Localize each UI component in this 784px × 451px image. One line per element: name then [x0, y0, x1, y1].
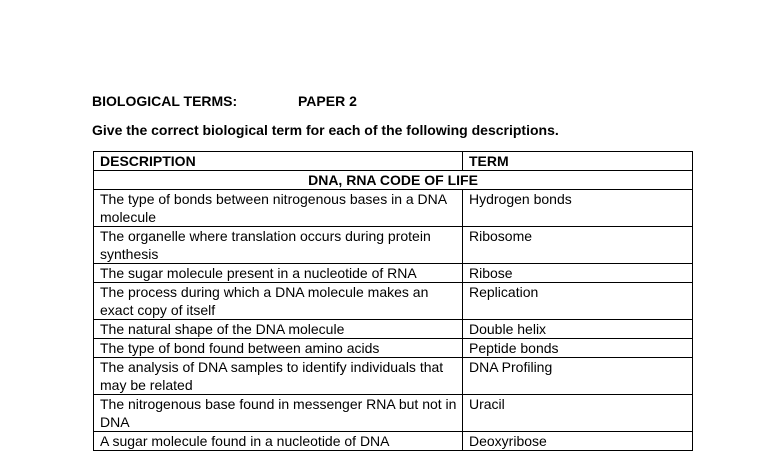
term-cell: Uracil: [463, 395, 693, 432]
term-cell: Deoxyribose: [463, 432, 693, 451]
term-cell: Replication: [463, 283, 693, 320]
term-cell: Ribose: [463, 264, 693, 283]
worksheet-title: BIOLOGICAL TERMS:: [92, 93, 238, 109]
table-row: [94, 358, 693, 395]
table-row: [94, 264, 693, 283]
description-cell: The type of bonds between nitrogenous bases in a DNA molecule: [94, 190, 463, 227]
term-cell: Ribosome: [463, 227, 693, 264]
description-cell: The natural shape of the DNA molecule: [94, 320, 463, 339]
terms-table: [93, 151, 693, 451]
description-cell: A sugar molecule found in a nucleotide of DNA: [94, 432, 463, 451]
section-row: [94, 171, 693, 190]
description-cell: The analysis of DNA samples to identify individuals that may be related: [94, 358, 463, 395]
table-row: [94, 432, 693, 451]
table-row: [94, 190, 693, 227]
worksheet-heading: [92, 93, 357, 109]
description-cell: The nitrogenous base found in messenger RNA but not in DNA: [94, 395, 463, 432]
table-row: [94, 339, 693, 358]
table-row: [94, 283, 693, 320]
term-cell: DNA Profiling: [463, 358, 693, 395]
section-title: DNA, RNA CODE OF LIFE: [94, 171, 693, 190]
table-row: [94, 395, 693, 432]
table-header-row: [94, 152, 693, 171]
term-cell: Hydrogen bonds: [463, 190, 693, 227]
table-row: [94, 320, 693, 339]
description-cell: The sugar molecule present in a nucleotide of RNA: [94, 264, 463, 283]
term-cell: Peptide bonds: [463, 339, 693, 358]
term-cell: Double helix: [463, 320, 693, 339]
description-cell: The type of bond found between amino acids: [94, 339, 463, 358]
description-cell: The organelle where translation occurs during protein synthesis: [94, 227, 463, 264]
description-cell: The process during which a DNA molecule makes an exact copy of itself: [94, 283, 463, 320]
paper-label: PAPER 2: [298, 93, 357, 109]
term-column-header: TERM: [463, 152, 693, 171]
description-column-header: DESCRIPTION: [94, 152, 463, 171]
table-row: [94, 227, 693, 264]
instruction-text: Give the correct biological term for each of the following descriptions.: [92, 122, 559, 138]
